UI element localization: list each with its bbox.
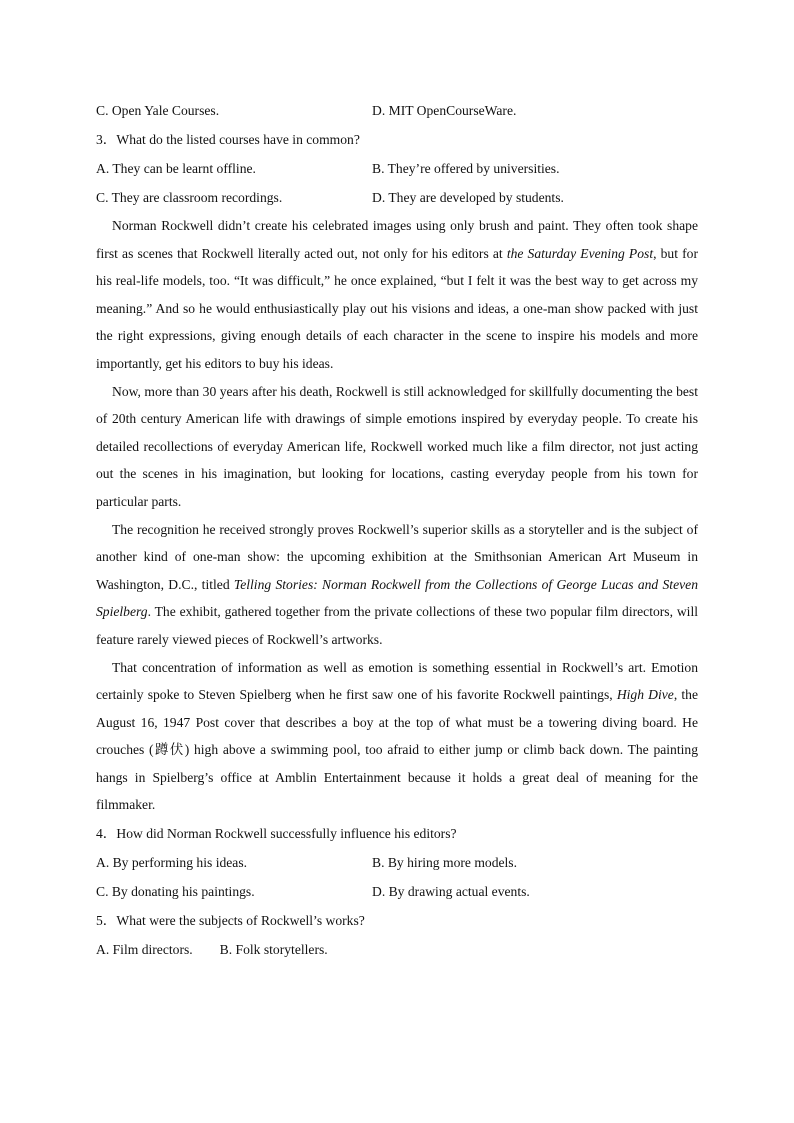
q5-question: 5．What were the subjects of Rockwell’s works? [96, 912, 365, 928]
q5-options-row [96, 935, 698, 964]
q3-option-b: B. They’re offered by universities. [372, 160, 560, 176]
q3-option-c: C. They are classroom recordings. [96, 189, 283, 205]
p4-text-a: That concentration of information as well as emotion is something essential in Rockwell’s art. Emotion certainly spoke to Steven Spielberg when he first saw one of his favorite Rockwell paintings, [96, 659, 698, 703]
q5-option-b: B. Folk storytellers. [219, 941, 328, 957]
p4-italic-title: High Dive [616, 687, 674, 703]
p1-text-a: Norman Rockwell didn’t create his celebrated images using only brush and paint. They often took shape first as scenes that Rockwell literally acted out, not only for his editors at [96, 218, 698, 261]
q2-option-d: D. MIT OpenCourseWare. [372, 102, 517, 118]
p4-text-b: , the August 16, 1947 Post cover that describes a boy at the top of what must be a towering diving board. He crouches (蹲伏) high above a swimming pool, too afraid to either jump or climb back down. The painting hangs in Spielberg’s office at Amblin Entertainment because it holds a great deal of meaning for the filmmaker. [96, 687, 699, 813]
p3-text-a: The recognition he received strongly proves Rockwell’s superior skills as a storyteller and is the subject of another kind of one-man show: the upcoming exhibition at the Smithsonian American Art Museum in Washington, D.C., titled [96, 521, 698, 592]
q3-option-a: A. They can be learnt offline. [96, 160, 256, 176]
p1-italic-title: the Saturday Evening Post [506, 245, 654, 261]
p1-text-b: , but for his real-life models, too. “It was difficult,” he once explained, “but I felt it was the best way to get across my meaning.” And so he would enthusiastically play out his visions and ideas, a one-man show packed with just the right expressions, giving enough details of each character in the scene to inspire his models and more importantly, get his editors to buy his ideas. [96, 245, 698, 371]
q3-options-row-2 [96, 183, 698, 212]
q4-option-b: B. By hiring more models. [372, 854, 517, 870]
q4-option-d: D. By drawing actual events. [372, 883, 530, 899]
q4-options-row-1 [96, 848, 698, 877]
document-page [96, 96, 698, 964]
passage-paragraph-2: Now, more than 30 years after his death, Rockwell is still acknowledged for skillfully documenting the best of 20th century American life with drawings of simple emotions inspired by everyday people. To create his detailed recollections of everyday American life, Rockwell worked much like a film director, not just acting out the scenes in his imagination, but looking for locations, casting everyday people from his town for particular parts. [96, 383, 698, 509]
q2-option-c: C. Open Yale Courses. [96, 102, 220, 118]
q4-option-c: C. By donating his paintings. [96, 883, 255, 899]
q4-question: 4．How did Norman Rockwell successfully influence his editors? [96, 825, 457, 841]
p3-italic-title: Telling Stories: Norman Rockwell from the Collections of George Lucas and Steven Spielberg [96, 576, 698, 620]
passage-paragraph-3 [96, 516, 698, 654]
p3-text-b: . The exhibit, gathered together from the private collections of these two popular film directors, will feature rarely viewed pieces of Rockwell’s artworks. [96, 604, 698, 647]
q3-question: 3．What do the listed courses have in common? [96, 131, 360, 147]
passage-paragraph-4 [96, 654, 698, 820]
q3-options-row-1 [96, 154, 698, 183]
q2-options-row [96, 96, 698, 125]
q3-option-d: D. They are developed by students. [372, 189, 564, 205]
q4-options-row-2 [96, 877, 698, 906]
q4-option-a: A. By performing his ideas. [96, 854, 248, 870]
q5-option-a: A. Film directors. [96, 941, 193, 957]
passage-paragraph-1 [96, 212, 698, 378]
